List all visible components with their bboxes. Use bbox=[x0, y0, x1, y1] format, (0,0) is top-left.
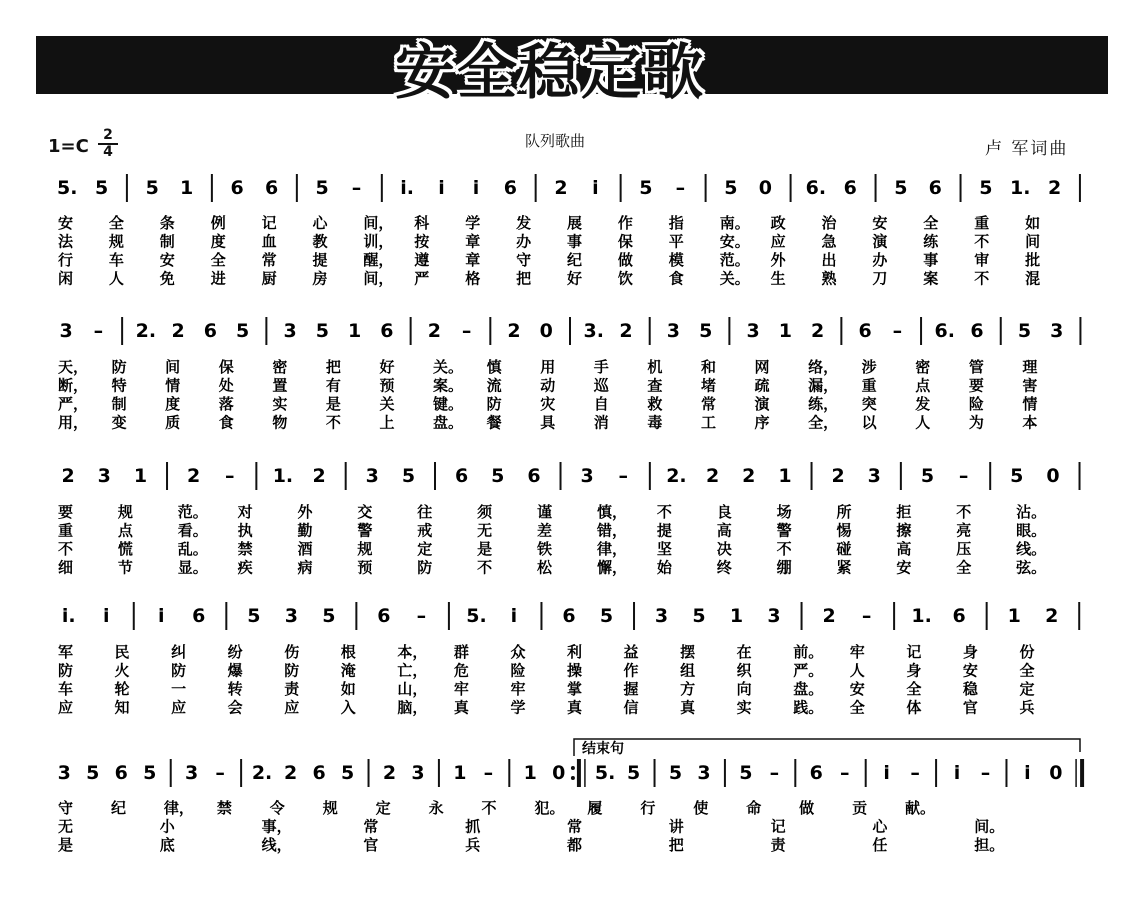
jianpu-note: 2. bbox=[666, 465, 687, 487]
jianpu-note: 6 bbox=[809, 762, 823, 784]
jianpu-note: 1 bbox=[523, 762, 537, 784]
jianpu-note: 2 bbox=[507, 320, 521, 342]
jianpu-note: i bbox=[1024, 762, 1031, 784]
jianpu-note: 6 bbox=[970, 320, 984, 342]
jianpu-note: 6 bbox=[858, 320, 872, 342]
jianpu-note: 1 bbox=[133, 465, 148, 487]
jianpu-note: 3 bbox=[283, 320, 297, 342]
jianpu-note: 5 bbox=[668, 762, 683, 784]
jianpu-note: 5 bbox=[145, 177, 159, 199]
jianpu-note: 3 bbox=[411, 762, 425, 784]
jianpu-note: 6 bbox=[377, 605, 391, 627]
jianpu-note: i bbox=[510, 605, 518, 627]
time-signature-top: 2 bbox=[98, 128, 118, 145]
lyric-line: 防 火 防 爆 防 淹 亡， 危 险 操 作 组 织 严。 人 身 安 全 bbox=[58, 661, 1035, 680]
jianpu-note: 6 bbox=[230, 177, 244, 199]
jianpu-note: i bbox=[158, 605, 165, 627]
jianpu-note: 5 bbox=[491, 465, 505, 487]
lyric-line: 细 节 显。 疾 病 预 防 不 松 懈， 始 终 绷 紧 安 全 弦。 bbox=[58, 558, 1047, 577]
jianpu-note: 3 bbox=[57, 762, 71, 784]
jianpu-note: 5 bbox=[626, 762, 641, 784]
lyric-line: 闲 人 免 进 厨 房 间， 严 格 把 好 饮 食 关。 生 熟 刀 案 不 混 bbox=[58, 269, 1041, 288]
jianpu-note: i. bbox=[400, 177, 414, 199]
jianpu-note: 6 bbox=[380, 320, 394, 342]
jianpu-note: 3 bbox=[97, 465, 111, 487]
jianpu-note: 6 bbox=[192, 605, 206, 627]
jianpu-note: 5 bbox=[236, 320, 250, 342]
jianpu-note: 6. bbox=[805, 177, 827, 199]
jianpu-note: – bbox=[910, 762, 920, 784]
jianpu-note: 5 bbox=[247, 605, 261, 627]
jianpu-note: 5 bbox=[599, 605, 614, 627]
lyric-line: 用， 变 质 食 物 不 上 盘。 餐 具 消 毒 工 序 全， 以 人 为 本 bbox=[58, 413, 1038, 432]
jianpu-note: i bbox=[883, 762, 890, 784]
jianpu-note: 1. bbox=[911, 605, 932, 627]
lyric-line: 法 规 制 度 血 教 训， 按 章 办 事 保 平 安。 应 急 演 练 不 间 bbox=[58, 232, 1041, 251]
jianpu-note: 5 bbox=[95, 177, 109, 199]
jianpu-note: 3 bbox=[867, 465, 881, 487]
lyric-line: 无 小 事， 常 抓 常 讲 记 心 间。 bbox=[58, 817, 1005, 836]
jianpu-note: 1. bbox=[272, 465, 294, 487]
jianpu-note: – bbox=[351, 177, 362, 199]
jianpu-note: 2 bbox=[283, 762, 298, 784]
jianpu-note: 3 bbox=[365, 465, 379, 487]
jianpu-note: 3 bbox=[185, 762, 199, 784]
jianpu-note: 3 bbox=[767, 605, 781, 627]
jianpu-note: 6 bbox=[203, 320, 218, 342]
jianpu-note: 1 bbox=[1007, 605, 1021, 627]
jianpu-note: 6 bbox=[312, 762, 326, 784]
jianpu-note: 5 bbox=[340, 762, 355, 784]
jianpu-note: 1 bbox=[179, 177, 194, 199]
jianpu-note: i. bbox=[61, 605, 76, 627]
jianpu-note: 0 bbox=[1049, 762, 1063, 784]
jianpu-note: 2 bbox=[427, 320, 441, 342]
jianpu-note: 2 bbox=[811, 320, 825, 342]
repeat-dot bbox=[571, 776, 575, 780]
jianpu-note: – bbox=[675, 177, 686, 199]
jianpu-note: 3 bbox=[580, 465, 594, 487]
jianpu-note: 2 bbox=[312, 465, 326, 487]
jianpu-note: 3 bbox=[654, 605, 669, 627]
jianpu-note: – bbox=[980, 762, 991, 784]
jianpu-note: 1. bbox=[1010, 177, 1031, 199]
jianpu-note: 3. bbox=[583, 320, 604, 342]
jianpu-note: – bbox=[461, 320, 472, 342]
jianpu-note: 2 bbox=[186, 465, 201, 487]
lyric-line: 行 车 安 全 常 提 醒， 遵 章 守 纪 做 模 范。 外 出 办 事 审 批 bbox=[58, 251, 1041, 269]
jianpu-note: 6 bbox=[843, 177, 857, 199]
jianpu-note: 5 bbox=[739, 762, 753, 784]
jianpu-note: 6 bbox=[527, 465, 541, 487]
key-signature: 1=C bbox=[48, 136, 89, 157]
jianpu-note: 3 bbox=[746, 320, 760, 342]
lyric-line: 车 轮 一 转 责 如 山， 牢 牢 掌 握 方 向 盘。 安 全 稳 定 bbox=[58, 680, 1035, 698]
jianpu-note: 1 bbox=[729, 605, 744, 627]
jianpu-note: i bbox=[592, 177, 599, 199]
jianpu-note: – bbox=[769, 762, 780, 784]
author-credit: 卢 军词曲 bbox=[985, 139, 1069, 159]
time-signature-bottom: 4 bbox=[103, 144, 113, 160]
jianpu-note: i bbox=[102, 605, 110, 627]
jianpu-note: 2 bbox=[1048, 177, 1062, 199]
jianpu-note: 2 bbox=[61, 465, 75, 487]
jianpu-note: 2 bbox=[171, 320, 185, 342]
lyric-line: 断， 特 情 处 置 有 预 案。 流 动 巡 查 堵 疏 漏， 重 点 要 害 bbox=[58, 376, 1038, 395]
jianpu-note: 5 bbox=[322, 605, 336, 627]
jianpu-note: 6 bbox=[952, 605, 966, 627]
jianpu-note: 2 bbox=[554, 177, 568, 199]
jianpu-note: 5 bbox=[724, 177, 738, 199]
jianpu-note: – bbox=[215, 762, 225, 784]
jianpu-note: 3 bbox=[1050, 320, 1064, 342]
jianpu-note: 6 bbox=[454, 465, 469, 487]
jianpu-note: 2. bbox=[251, 762, 273, 784]
lyric-line: 重 点 看。 执 勤 警 戒 无 差 错， 提 高 警 惕 擦 亮 眼。 bbox=[58, 521, 1047, 540]
coda-label: 结束句 bbox=[582, 741, 624, 757]
repeat-dot bbox=[571, 766, 575, 770]
jianpu-note: 3 bbox=[284, 605, 298, 627]
lyric-line: 是 底 线， 官 兵 都 把 责 任 担。 bbox=[58, 836, 1005, 854]
jianpu-note: 1 bbox=[778, 465, 792, 487]
coda-bracket bbox=[574, 739, 1080, 756]
jianpu-note: 6 bbox=[928, 177, 942, 199]
jianpu-note: 0 bbox=[1046, 465, 1060, 487]
jianpu-note: 5 bbox=[920, 465, 935, 487]
jianpu-note: 0 bbox=[758, 177, 772, 199]
song-subtitle: 队列歌曲 bbox=[525, 132, 586, 150]
jianpu-note: – bbox=[958, 465, 969, 487]
jianpu-note: 5 bbox=[1010, 465, 1024, 487]
lyric-line: 应 知 应 会 应 入 脑， 真 学 真 信 真 实 践。 全 体 官 兵 bbox=[58, 698, 1035, 717]
jianpu-note: 5 bbox=[143, 762, 157, 784]
jianpu-note: – bbox=[618, 465, 629, 487]
jianpu-note: – bbox=[93, 320, 104, 342]
jianpu-note: 6 bbox=[114, 762, 128, 784]
lyric-line: 严， 制 度 落 实 是 关 键。 防 灾 自 救 常 演 练， 突 发 险 情 bbox=[58, 395, 1038, 413]
song-title: 安全稳定歌 bbox=[395, 38, 705, 108]
jianpu-note: i bbox=[953, 762, 961, 784]
lyric-line: 军 民 纠 纷 伤 根 本， 群 众 利 益 摆 在 前。 牢 记 身 份 bbox=[58, 643, 1035, 661]
jianpu-note: 5 bbox=[1017, 320, 1032, 342]
lyric-line: 要 规 范。 对 外 交 往 须 谨 慎， 不 良 场 所 拒 不 沾。 bbox=[58, 503, 1047, 521]
jianpu-note: 2 bbox=[705, 465, 720, 487]
jianpu-note: 5 bbox=[639, 177, 653, 199]
jianpu-note: – bbox=[483, 762, 494, 784]
jianpu-note: 2 bbox=[382, 762, 397, 784]
jianpu-note: 3 bbox=[697, 762, 711, 784]
jianpu-note: 6 bbox=[503, 177, 517, 199]
jianpu-note: – bbox=[840, 762, 850, 784]
jianpu-note: – bbox=[861, 605, 872, 627]
jianpu-note: 5 bbox=[894, 177, 908, 199]
jianpu-note: 0 bbox=[539, 320, 553, 342]
jianpu-note: 5. bbox=[56, 177, 78, 199]
jianpu-note: 5 bbox=[979, 177, 993, 199]
jianpu-note: – bbox=[416, 605, 427, 627]
jianpu-note: 5 bbox=[692, 605, 706, 627]
jianpu-note: i bbox=[438, 177, 445, 199]
jianpu-note: 2 bbox=[619, 320, 633, 342]
lyric-line: 守 纪 律， 禁 令 规 定 永 不 犯。 履 行 使 命 做 贡 献。 bbox=[58, 799, 936, 817]
jianpu-note: 5. bbox=[594, 762, 616, 784]
jianpu-note: 2 bbox=[1045, 605, 1059, 627]
jianpu-note: 5 bbox=[86, 762, 100, 784]
jianpu-note: 2 bbox=[822, 605, 836, 627]
jianpu-note: 6 bbox=[264, 177, 279, 199]
jianpu-note: 5 bbox=[401, 465, 416, 487]
jianpu-note: – bbox=[892, 320, 903, 342]
jianpu-note: 5. bbox=[466, 605, 487, 627]
jianpu-note: i bbox=[472, 177, 480, 199]
jianpu-note: 1 bbox=[778, 320, 792, 342]
jianpu-note: 2 bbox=[831, 465, 845, 487]
lyric-line: 安 全 条 例 记 心 间， 科 学 发 展 作 指 南。 政 治 安 全 重 如 bbox=[58, 214, 1041, 232]
jianpu-note: 5 bbox=[699, 320, 713, 342]
jianpu-note: – bbox=[225, 465, 235, 487]
jianpu-note: 5 bbox=[315, 177, 329, 199]
jianpu-note: 5 bbox=[315, 320, 329, 342]
jianpu-note: 6 bbox=[562, 605, 576, 627]
lyric-line: 不 慌 乱。 禁 酒 规 定 是 铁 律， 坚 决 不 碰 高 压 线。 bbox=[58, 540, 1047, 558]
jianpu-note: 1 bbox=[348, 320, 362, 342]
jianpu-note: 3 bbox=[59, 320, 73, 342]
jianpu-note: 0 bbox=[552, 762, 566, 784]
jianpu-note: 6. bbox=[934, 320, 955, 342]
jianpu-note: 2 bbox=[742, 465, 756, 487]
jianpu-note: 1 bbox=[453, 762, 467, 784]
lyric-line: 天， 防 间 保 密 把 好 关。 慎 用 手 机 和 网 络， 涉 密 管 理 bbox=[58, 358, 1038, 376]
jianpu-note: 2. bbox=[135, 320, 157, 342]
jianpu-note: 3 bbox=[666, 320, 681, 342]
